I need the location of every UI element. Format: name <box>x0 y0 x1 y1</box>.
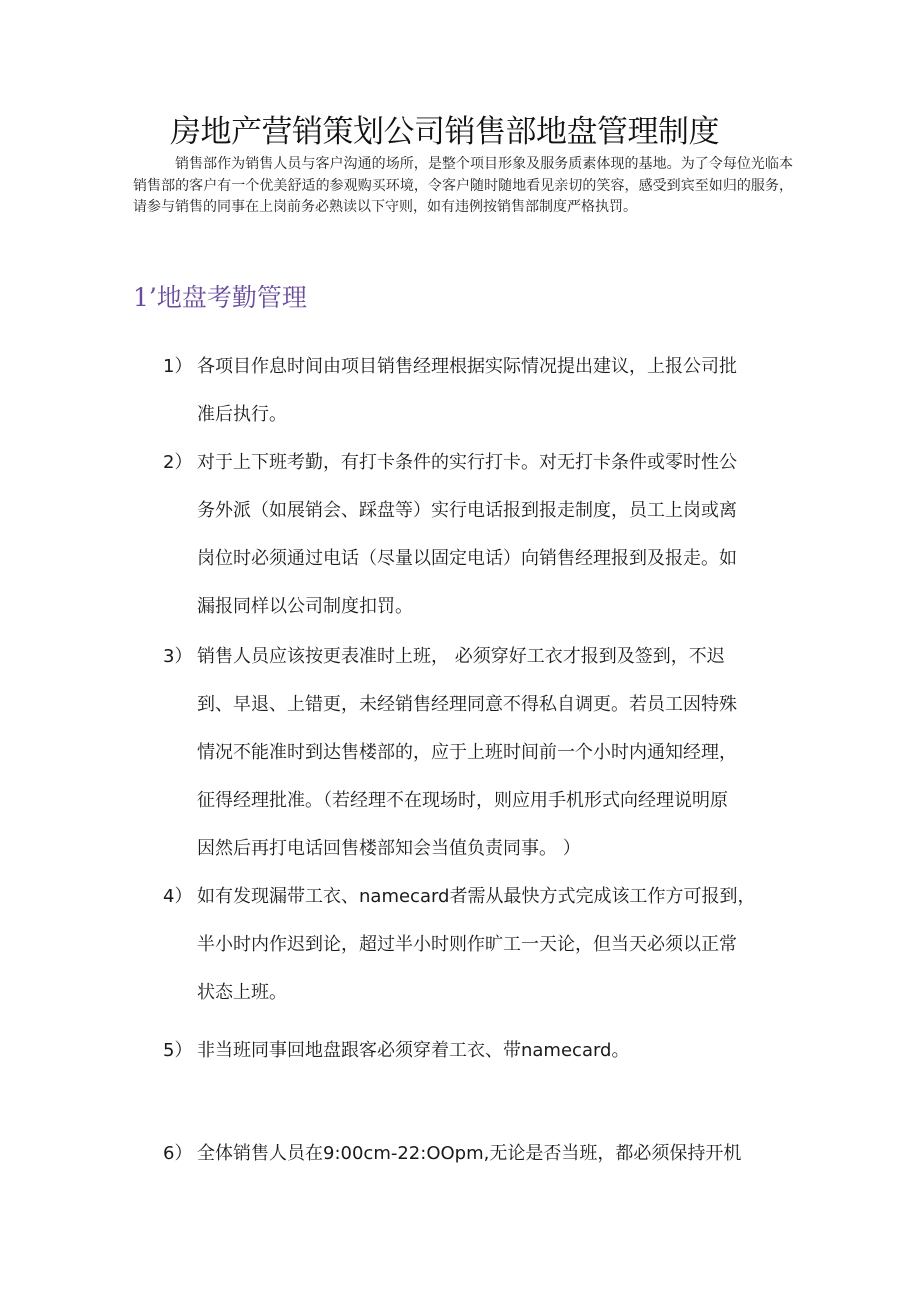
rule-number: 6） <box>163 1143 193 1164</box>
rule-line: 销售人员应该按更表准时上班， 必须穿好工衣才报到及签到，不迟 <box>197 646 725 667</box>
rule-line: 到、早退、上错更，未经销售经理同意不得私自调更。若员工因特殊 <box>197 694 737 715</box>
intro-paragraph <box>133 154 793 219</box>
intro-line: 销售部作为销售人员与客户沟通的场所，是整个项目形象及服务质素体现的基地。 <box>175 156 681 172</box>
rule-text <box>197 1130 801 1178</box>
rule-number: 4） <box>163 886 193 907</box>
rule-line: 半小时内作迟到论，超过半小时则作旷工一天论，但当天必须以正常 <box>197 934 737 955</box>
rule-line: 因然后再打电话回售楼部知会当值负责同事。 ） <box>197 838 581 859</box>
rule-line: 全体销售人员在9:00cm-22:OOpm,无论是否当班，都必须保持开机 <box>197 1143 742 1164</box>
rule-line: 漏报同样以公司制度扣罚。 <box>197 596 413 617</box>
rule-line: 状态上班。 <box>197 982 287 1003</box>
document-title: 房地产营销策划公司销售部地盘管理制度 <box>170 114 719 150</box>
rule-text <box>197 873 801 1017</box>
rule-line: 准后执行。 <box>197 404 287 425</box>
rule-line: 征得经理批准。（若经理不在现场时，则应用手机形式向经理说明原 <box>197 790 728 811</box>
rule-text <box>197 1027 801 1075</box>
rule-number: 1） <box>163 356 193 377</box>
intro-line: 切的笑容，感受到宾至如归的服务，请参与销售的同事在上岗前务必熟读以下守则，如有 <box>133 177 794 215</box>
rule-line: 岗位时必须通过电话（尽量以固定电话）向销售经理报到及报走。如 <box>197 548 737 569</box>
rule-line: 情况不能准时到达售楼部的，应于上班时间前一个小时内通知经理， <box>197 742 737 763</box>
rule-number: 2） <box>163 452 193 473</box>
section-heading: 1’地盘考勤管理 <box>133 283 307 312</box>
intro-line: 违例按销售部制度严格执罚。 <box>455 199 637 215</box>
rule-text <box>197 439 801 631</box>
rule-text <box>197 633 801 873</box>
rule-text <box>197 343 801 439</box>
rule-line: 各项目作息时间由项目销售经理根据实际情况提出建议，上报公司批 <box>197 356 737 377</box>
rule-line: 对于上下班考勤，有打卡条件的实行打卡。对无打卡条件或零时性公 <box>197 452 737 473</box>
rule-number: 3） <box>163 646 193 667</box>
rule-line: 非当班同事回地盘跟客必须穿着工衣、带namecard。 <box>197 1040 630 1061</box>
rule-line: 务外派（如展销会、踩盘等）实行电话报到报走制度，员工上岗或离 <box>197 500 737 521</box>
rule-line: 如有发现漏带工衣、namecard者需从最快方式完成该工作方可报到， <box>197 886 756 907</box>
intro-line: 为了令每位光临本销售部的客户有一个优美舒适的参观购买环境，令客户随时随地看见亲 <box>133 156 794 194</box>
rule-number: 5） <box>163 1040 193 1061</box>
